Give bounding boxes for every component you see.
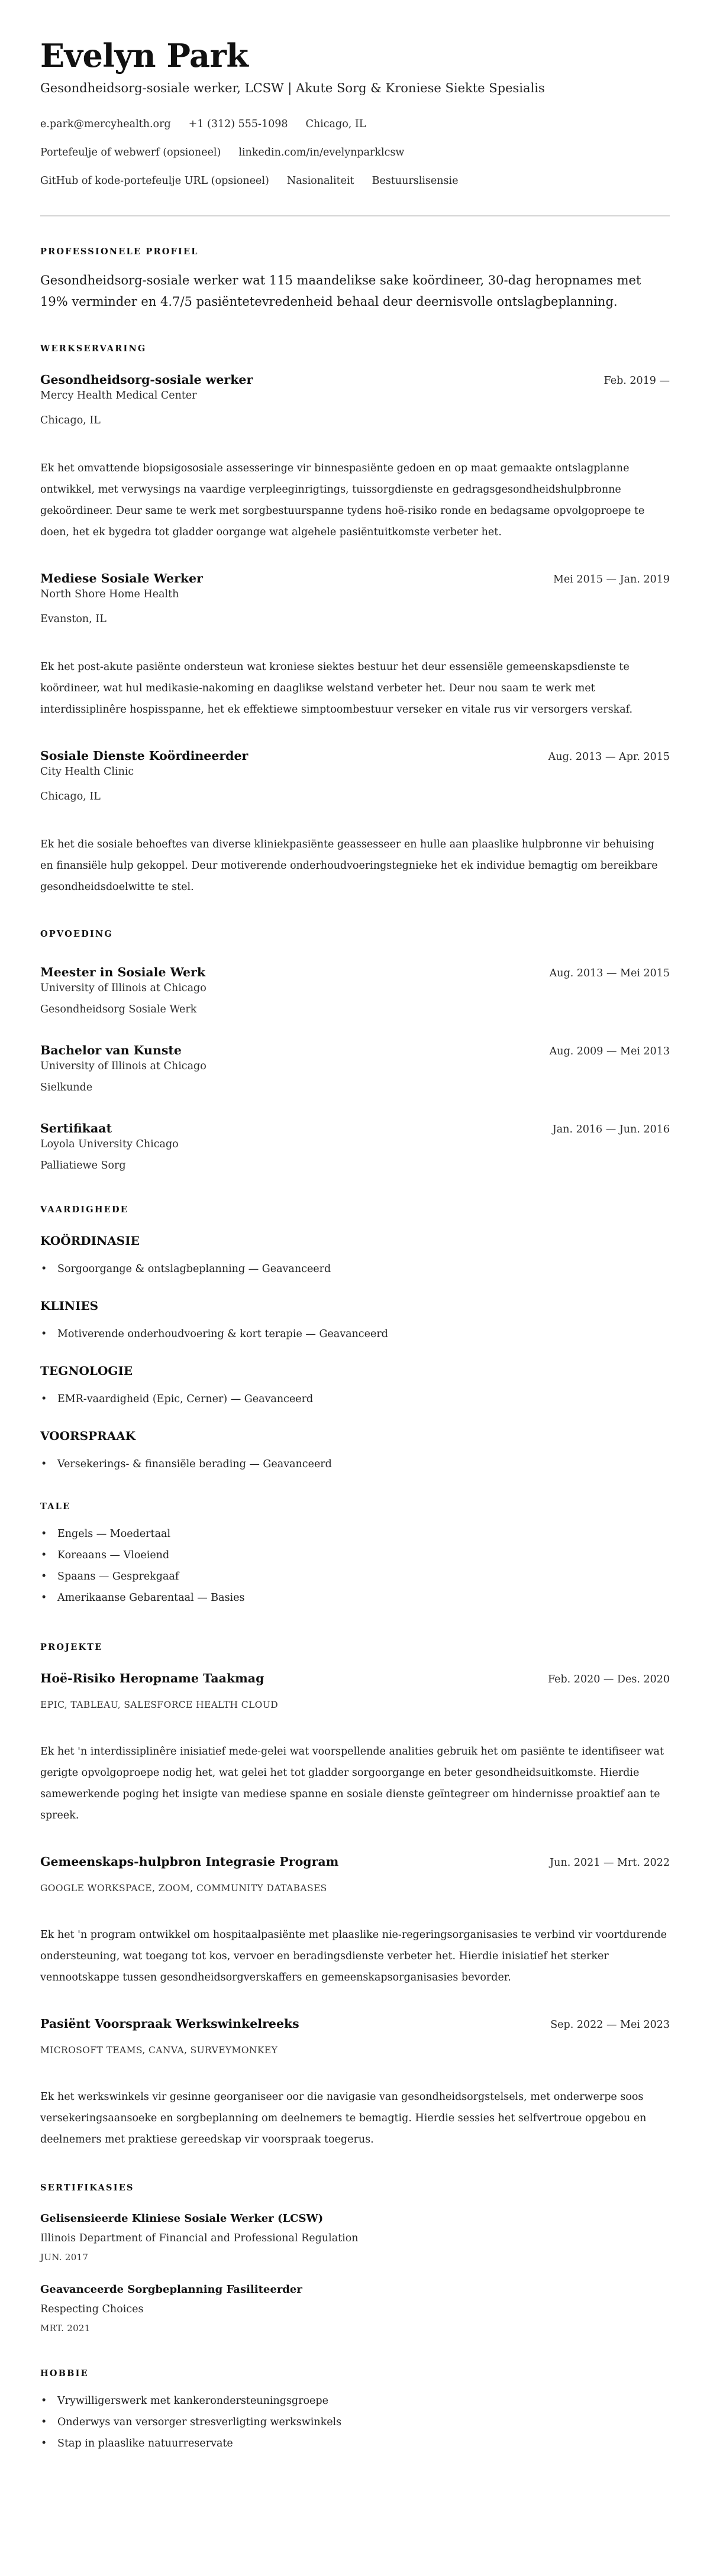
job-dates: Mei 2015 — Jan. 2019: [553, 574, 670, 585]
job-title: Gesondheidsorg-sosiale werker: [40, 373, 253, 387]
contact-phone[interactable]: +1 (312) 555-1098: [188, 118, 288, 130]
languages-section: [40, 1501, 670, 1609]
job-company: North Shore Home Health: [40, 588, 179, 600]
job-company: Mercy Health Medical Center: [40, 390, 197, 402]
degree-title: Bachelor van Kunste: [40, 1043, 182, 1057]
job-entry: [40, 747, 670, 898]
hobbies-section: [40, 2368, 670, 2454]
education-dates: Jan. 2016 — Jun. 2016: [552, 1124, 670, 1135]
skill-list: [40, 1454, 670, 1475]
skill-item: • Motiverende onderhoudvoering & kort terapie — Geavanceerd: [40, 1323, 670, 1345]
skill-item: • Versekerings- & finansiële berading — Geavanceerd: [40, 1454, 670, 1475]
contact-row-primary: [40, 117, 670, 131]
job-location: Chicago, IL: [40, 415, 101, 426]
header-divider: [40, 215, 670, 216]
certification-entry: [40, 2281, 670, 2335]
skill-category: TEGNOLOGIE: [40, 1364, 133, 1378]
certification-name: Gelisensieerde Kliniese Sosiale Werker (LCSW): [40, 2212, 324, 2225]
skill-category: KOÖRDINASIE: [40, 1234, 140, 1248]
project-tech-stack: EPIC, TABLEAU, SALESFORCE HEALTH CLOUD: [40, 1700, 279, 1710]
language-item: • Engels — Moedertaal: [40, 1523, 670, 1545]
project-title: Gemeenskaps-hulpbron Integrasie Program: [40, 1855, 339, 1869]
project-description: Ek het 'n program ontwikkel om hospitaalpasiënte met plaaslike nie-regeringsorganisasies te verbind vir voortdurende ondersteuning, wat toegang tot kos, vervoer en beradingsdienste verbeter het. Hierdie inisiatief het sterker vennootskappe tussen gesondheidsorgverskaffers en gemeenskapsorganisasies bevorder.: [40, 1929, 667, 1983]
job-description: Ek het omvattende biopsigososiale assesseringe vir binnespasiënte gedoen en op maat gemaakte ontslagplanne ontwikkel, met verwysings na vaardige verpleeginrigtings, tuissorgdienste en gedragsgesondheidshulpbronne gekoördineer. Deur same te werk met sorgbestuurspanne tydens hoë-risiko ronde en bedagsame opvolgoproepe te doen, het ek bygedra tot gladder oorgange wat algehele pasiëntuitkomste verbeter het.: [40, 462, 645, 538]
hobby-item: • Stap in plaaslike natuurreservate: [40, 2433, 670, 2454]
section-title-hobbies: HOBBIE: [40, 2368, 89, 2378]
resume-header: [40, 37, 670, 188]
project-tech-stack: MICROSOFT TEAMS, CANVA, SURVEYMONKEY: [40, 2045, 278, 2056]
project-entry: [40, 2015, 670, 2150]
contact-email[interactable]: e.park@mercyhealth.org: [40, 118, 171, 130]
degree-title: Sertifikaat: [40, 1121, 112, 1135]
section-title-certifications: SERTIFIKASIES: [40, 2183, 134, 2193]
skill-list: [40, 1323, 670, 1345]
profile-section: [40, 246, 670, 312]
education-dates: Aug. 2009 — Mei 2013: [549, 1046, 670, 1057]
contact-linkedin[interactable]: linkedin.com/in/evelynparklcsw: [238, 147, 405, 158]
certification-date: MRT. 2021: [40, 2323, 91, 2334]
project-description: Ek het 'n interdissiplinêre inisiatief mede-gelei wat voorspellende analities gebruik het om pasiënte te identifiseer wat gerigte opvolgoproepe nodig het, wat gelei het tot gladder sorgoorgange en beter gesondheidsuitkomste. Hierdie samewerkende poging het insigte van mediese spanne en sosiale dienste geïntegreer om hindernisse proaktief aan te spreek.: [40, 1746, 664, 1821]
contact-row-links: [40, 145, 670, 160]
project-title: Pasiënt Voorspraak Werkswinkelreeks: [40, 2017, 299, 2031]
contact-portfolio[interactable]: Portefeulje of webwerf (opsioneel): [40, 147, 221, 158]
candidate-name: Evelyn Park: [40, 37, 248, 75]
field-of-study: Gesondheidsorg Sosiale Werk: [40, 1004, 197, 1015]
job-dates: Feb. 2019 —: [604, 375, 670, 387]
project-title: Hoë-Risiko Heropname Taakmag: [40, 1671, 264, 1685]
job-description: Ek het die sosiale behoeftes van diverse kliniekpasiënte geassesseer en hulle aan plaaslike hulpbronne vir behuising en finansiële hulp gekoppel. Deur motiverende onderhoudvoeringstegnieke het ek individue bemagtig om bereikbare gesondheidsdoelwitte te stel.: [40, 839, 658, 893]
job-company: City Health Clinic: [40, 766, 134, 778]
language-list: [40, 1523, 670, 1609]
certifications-section: [40, 2182, 670, 2335]
hobby-item: • Vrywilligerswerk met kankerondersteuningsgroepe: [40, 2390, 670, 2412]
skill-category: VOORSPRAAK: [40, 1429, 136, 1443]
school-name: University of Illinois at Chicago: [40, 1060, 206, 1072]
experience-section: [40, 343, 670, 898]
degree-title: Meester in Sosiale Werk: [40, 965, 206, 979]
contact-row-extra: [40, 174, 670, 188]
education-section: [40, 928, 670, 1173]
section-title-projects: PROJEKTE: [40, 1642, 103, 1652]
contact-nationality: Nasionaliteit: [286, 175, 354, 187]
education-dates: Aug. 2013 — Mei 2015: [549, 967, 670, 979]
certification-entry: [40, 2211, 670, 2264]
contact-drivers-license: Bestuurslisensie: [372, 175, 459, 187]
section-title-languages: TALE: [40, 1501, 71, 1512]
job-title: Sosiale Dienste Koördineerder: [40, 749, 248, 763]
skill-list: [40, 1389, 670, 1410]
contact-github[interactable]: GitHub of kode-portefeulje URL (opsioneel): [40, 175, 269, 187]
project-tech-stack: GOOGLE WORKSPACE, ZOOM, COMMUNITY DATABASES: [40, 1883, 327, 1894]
project-dates: Feb. 2020 — Des. 2020: [547, 1674, 670, 1685]
education-entry: [40, 1120, 670, 1173]
education-entry: [40, 1042, 670, 1095]
project-dates: Sep. 2022 — Mei 2023: [550, 2019, 670, 2031]
project-description: Ek het werkswinkels vir gesinne georganiseer oor die navigasie van gesondheidsorgstelsels, met onderwerpe soos versekeringsaansoeke en sorgbeplanning om deelnemers te bemagtig. Hierdie sessies het selfvertroue opgebou en deelnemers met praktiese gereedskap vir voorspraak toegerus.: [40, 2091, 647, 2145]
project-entry: [40, 1853, 670, 1988]
hobby-item: • Onderwys van versorger stresverligting werkswinkels: [40, 2412, 670, 2433]
section-title-experience: WERKSERVARING: [40, 344, 147, 354]
skill-category: KLINIES: [40, 1299, 99, 1313]
job-entry: [40, 570, 670, 720]
candidate-headline: Gesondheidsorg-sosiale werker, LCSW | Akute Sorg & Kroniese Siekte Spesialis: [40, 81, 545, 95]
section-title-skills: VAARDIGHEDE: [40, 1205, 128, 1215]
job-location: Evanston, IL: [40, 613, 106, 625]
profile-summary: Gesondheidsorg-sosiale werker wat 115 maandelikse sake koördineer, 30-dag heropnames met 19% verminder en 4.7/5 pasiëntetevredenheid behaal deur deernisvolle ontslagbeplanning.: [40, 273, 641, 309]
job-entry: [40, 371, 670, 543]
hobby-list: [40, 2390, 670, 2454]
language-item: • Koreaans — Vloeiend: [40, 1545, 670, 1566]
field-of-study: Palliatiewe Sorg: [40, 1160, 126, 1172]
field-of-study: Sielkunde: [40, 1082, 93, 1093]
section-title-education: OPVOEDING: [40, 929, 114, 939]
language-item: • Spaans — Gesprekgaaf: [40, 1566, 670, 1587]
skill-list: [40, 1258, 670, 1280]
school-name: Loyola University Chicago: [40, 1138, 179, 1150]
language-item: • Amerikaanse Gebarentaal — Basies: [40, 1587, 670, 1609]
section-title-profile: PROFESSIONELE PROFIEL: [40, 247, 199, 257]
education-entry: [40, 964, 670, 1017]
school-name: University of Illinois at Chicago: [40, 982, 206, 994]
certification-issuer: Respecting Choices: [40, 2303, 144, 2315]
skills-section: [40, 1204, 670, 1475]
job-location: Chicago, IL: [40, 791, 101, 802]
certification-date: JUN. 2017: [40, 2252, 89, 2263]
job-title: Mediese Sosiale Werker: [40, 571, 203, 585]
projects-section: [40, 1642, 670, 2150]
skill-item: • EMR-vaardigheid (Epic, Cerner) — Geavanceerd: [40, 1389, 670, 1410]
job-dates: Aug. 2013 — Apr. 2015: [548, 751, 670, 763]
certification-issuer: Illinois Department of Financial and Professional Regulation: [40, 2232, 359, 2244]
contact-location: Chicago, IL: [305, 118, 366, 130]
certification-name: Geavanceerde Sorgbeplanning Fasiliteerder: [40, 2283, 302, 2296]
project-entry: [40, 1670, 670, 1826]
project-dates: Jun. 2021 — Mrt. 2022: [550, 1857, 670, 1869]
job-description: Ek het post-akute pasiënte ondersteun wat kroniese siektes bestuur het deur essensiële gemeenskapsdienste te koördineer, wat hul medikasie-nakoming en daaglikse welstand verbeter het. Deur nou saam te werk met interdissiplinêre hospisspanne, het ek effektiewe simptoombestuur verseker en vitale rus vir versorgers verskaf.: [40, 661, 633, 716]
skill-item: • Sorgoorgange & ontslagbeplanning — Geavanceerd: [40, 1258, 670, 1280]
